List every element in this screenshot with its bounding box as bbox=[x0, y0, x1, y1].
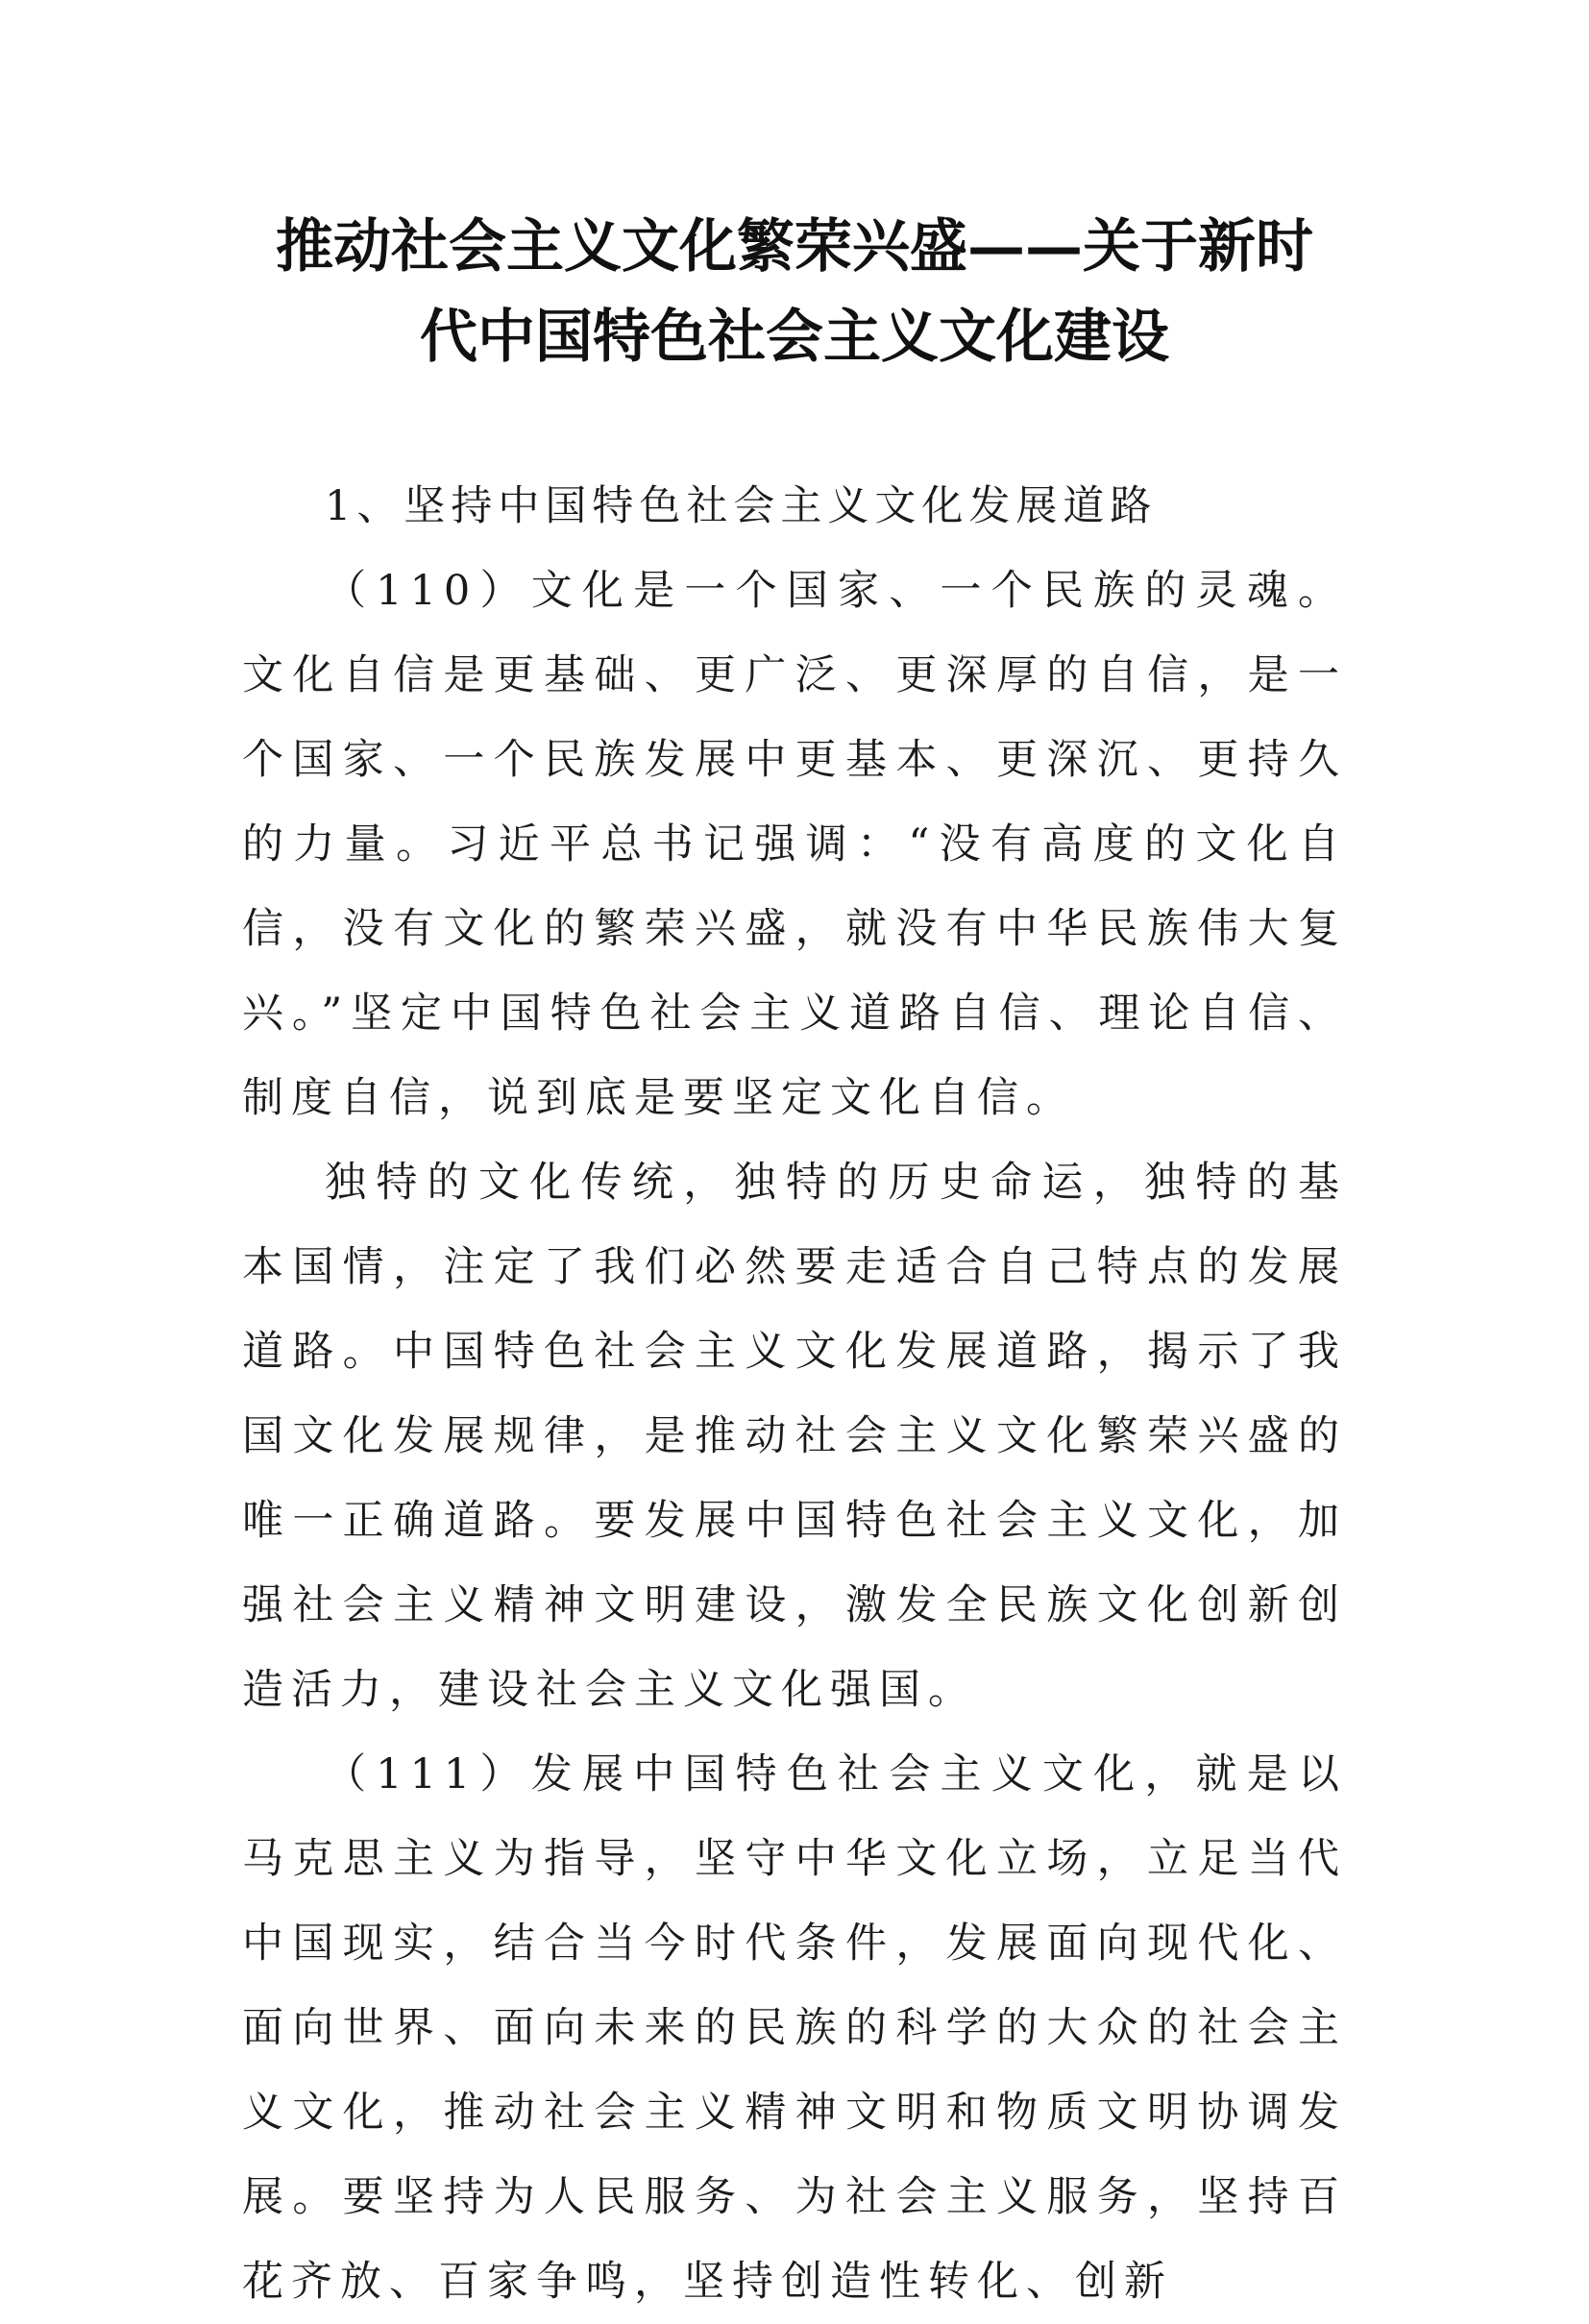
paragraph-111: （111）发展中国特色社会主义文化，就是以马克思主义为指导，坚守中华文化立场，立足当代中国现实，结合当今时代条件，发展面向现代化、面向世界、面向未来的民族的科学的大众的社会主义文化，推动社会主义精神文明和物质文明协调发展。要坚持为人民服务、为社会主义服务，坚持百花齐放、百家争鸣，坚持创造性转化、创新 bbox=[242, 1750, 1347, 2306]
paragraph-110: （110）文化是一个国家、一个民族的灵魂。文化自信是更基础、更广泛、更深厚的自信，是一个国家、一个民族发展中更基本、更深沉、更持久的力量。习近平总书记强调：“没有高度的文化自信，没有文化的繁荣兴盛，就没有中华民族伟大复兴。”坚定中国特色社会主义道路自信、理论自信、制度自信，说到底是要坚定文化自信。 bbox=[242, 567, 1347, 1122]
paragraph-cultural-tradition: 独特的文化传统，独特的历史命运，独特的基本国情，注定了我们必然要走适合自己特点的发展道路。中国特色社会主义文化发展道路，揭示了我国文化发展规律，是推动社会主义文化繁荣兴盛的唯一正确道路。要发展中国特色社会主义文化，加强社会主义精神文明建设，激发全民族文化创新创造活力，建设社会主义文化强国。 bbox=[242, 1159, 1347, 1714]
document-body bbox=[242, 464, 1347, 2324]
title-line-2: 代中国特色社会主义文化建设 bbox=[420, 304, 1169, 371]
title-line-1: 推动社会主义文化繁荣兴盛——关于新时 bbox=[276, 213, 1313, 281]
document-title bbox=[173, 202, 1416, 382]
section-heading: 1、坚持中国特色社会主义文化发展道路 bbox=[325, 482, 1158, 530]
